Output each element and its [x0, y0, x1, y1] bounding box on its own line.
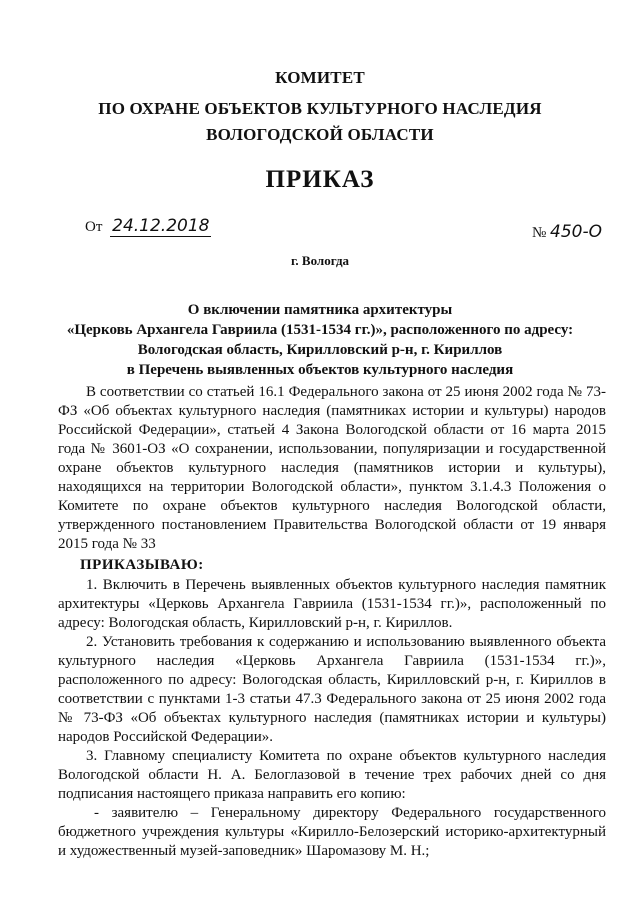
order-subject — [40, 300, 600, 380]
order-items — [58, 576, 606, 861]
order-item: 3. Главному специалисту Комитета по охране объектов культурного наследия Вологодской области Н. А. Белоглазовой в течение трех рабочих дней со дня подписания настоящего приказа направить его копию: — [58, 748, 606, 802]
order-number — [532, 222, 602, 242]
number-value: 450-О — [550, 222, 602, 242]
order-item: 2. Установить требования к содержанию и использованию выявленного объекта культурного наследия «Церковь Архангела Гавриила (1531-1534 гг.)», расположенного по адресу: Вологодская область, Кирилловский р-н, г. Кириллов в соответствии с пунктами 1-3 статьи 47.3 Федерального закона от 25 июня 2002 года № 73-ФЗ «Об объектах культурного наследия (памятниках истории и культуры) народов Российской Федерации». — [58, 634, 606, 745]
preamble — [58, 383, 606, 554]
committee-title-line2: ПО ОХРАНЕ ОБЪЕКТОВ КУЛЬТУРНОГО НАСЛЕДИЯ — [98, 99, 542, 118]
number-prefix: № — [531, 225, 547, 241]
order-keyword: ПРИКАЗЫВАЮ: — [80, 557, 204, 573]
subject-line: Вологодская область, Кирилловский р-н, г. Кириллов — [137, 342, 503, 358]
city-line: г. Вологда — [290, 253, 350, 268]
subject-line: в Перечень выявленных объектов культурного наследия — [126, 362, 514, 378]
committee-title-line1: КОМИТЕТ — [275, 68, 365, 87]
preamble-text: В соответствии со статьей 16.1 Федерального закона от 25 июня 2002 года № 73-ФЗ «Об объектах культурного наследия (памятниках истории и культуры) народов Российской Федерации», статьей 4 Закона Вологодской области от 16 марта 2015 года № 3601-ОЗ «О сохранении, использовании, популяризации и государственной охране объектов культурного наследия (памятников истории и культуры), находящихся на территории Вологодской области», пунктом 3.1.4.3 Положения о Комитете по охране объектов культурного наследия Вологодской области, утвержденного постановлением Правительства Вологодской области от 19 января 2015 года № 33 — [58, 384, 606, 552]
date-prefix: От — [85, 219, 103, 235]
subject-line: «Церковь Архангела Гавриила (1531-1534 гг.)», расположенного по адресу: — [66, 322, 574, 338]
committee-title-line3: ВОЛОГОДСКОЙ ОБЛАСТИ — [206, 125, 434, 144]
subject-line: О включении памятника архитектуры — [187, 302, 453, 318]
order-item: 1. Включить в Перечень выявленных объектов культурного наследия памятник архитектуры «Церковь Архангела Гавриила (1531-1534 гг.)», расположенный по адресу: Вологодская область, Кирилловский р-н, г. Кириллов. — [58, 577, 606, 631]
date-value: 24.12.2018 — [112, 216, 210, 236]
order-date — [85, 216, 211, 236]
document-type-title: ПРИКАЗ — [265, 166, 375, 193]
order-subitem: - заявителю – Генеральному директору Федерального государственного бюджетного учреждения культуры «Кирилло-Белозерский историко-архитектурный и художественный музей-заповедник» Шаромазову М. Н.; — [58, 805, 606, 859]
